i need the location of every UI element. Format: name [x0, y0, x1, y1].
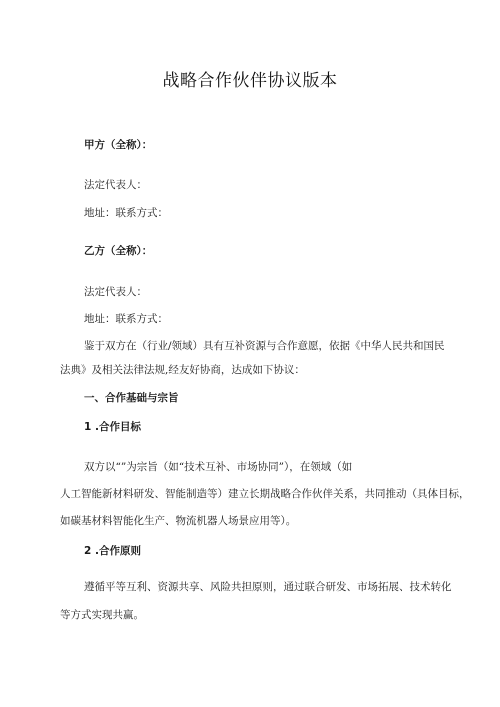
section-1-1-line-3: 如碳基材料智能化生产、物流机器人场景应用等）。	[60, 515, 297, 527]
party-a-representative: 法定代表人：	[84, 179, 147, 191]
party-a-address-contact: 地址：联系方式：	[84, 207, 168, 219]
party-b-heading: 乙方（全称）：	[84, 245, 153, 257]
party-b-representative: 法定代表人：	[84, 286, 147, 298]
section-1-1-line-1: 双方以“”为宗旨（如“技术互补、市场协同”），在领域（如	[84, 461, 353, 473]
section-1-1-heading: 1 .合作目标	[84, 421, 141, 433]
section-1-1-line-2: 人工智能新材料研发、智能制造等）建立长期战略合作伙伴关系，共同推动（具体目标，	[60, 488, 470, 500]
party-a-heading: 甲方（全称）：	[84, 139, 153, 151]
page-title: 战略合作伙伴协议版本	[162, 71, 338, 91]
preamble-line-1: 鉴于双方在（行业/领域）具有互补资源与合作意愿，依据《中华人民共和国民	[84, 340, 445, 352]
preamble-line-2: 法典》及相关法律法规,经友好协商，达成如下协议：	[60, 364, 305, 376]
party-b-address-contact: 地址：联系方式：	[84, 313, 168, 325]
section-1-heading: 一、合作基础与宗旨	[84, 392, 179, 404]
section-1-2-line-1: 遵循平等互利、资源共享、风险共担原则，通过联合研发、市场拓展、技术转化	[84, 581, 452, 593]
section-1-2-heading: 2 .合作原则	[84, 545, 141, 557]
section-1-2-line-2: 等方式实现共赢。	[60, 609, 144, 621]
